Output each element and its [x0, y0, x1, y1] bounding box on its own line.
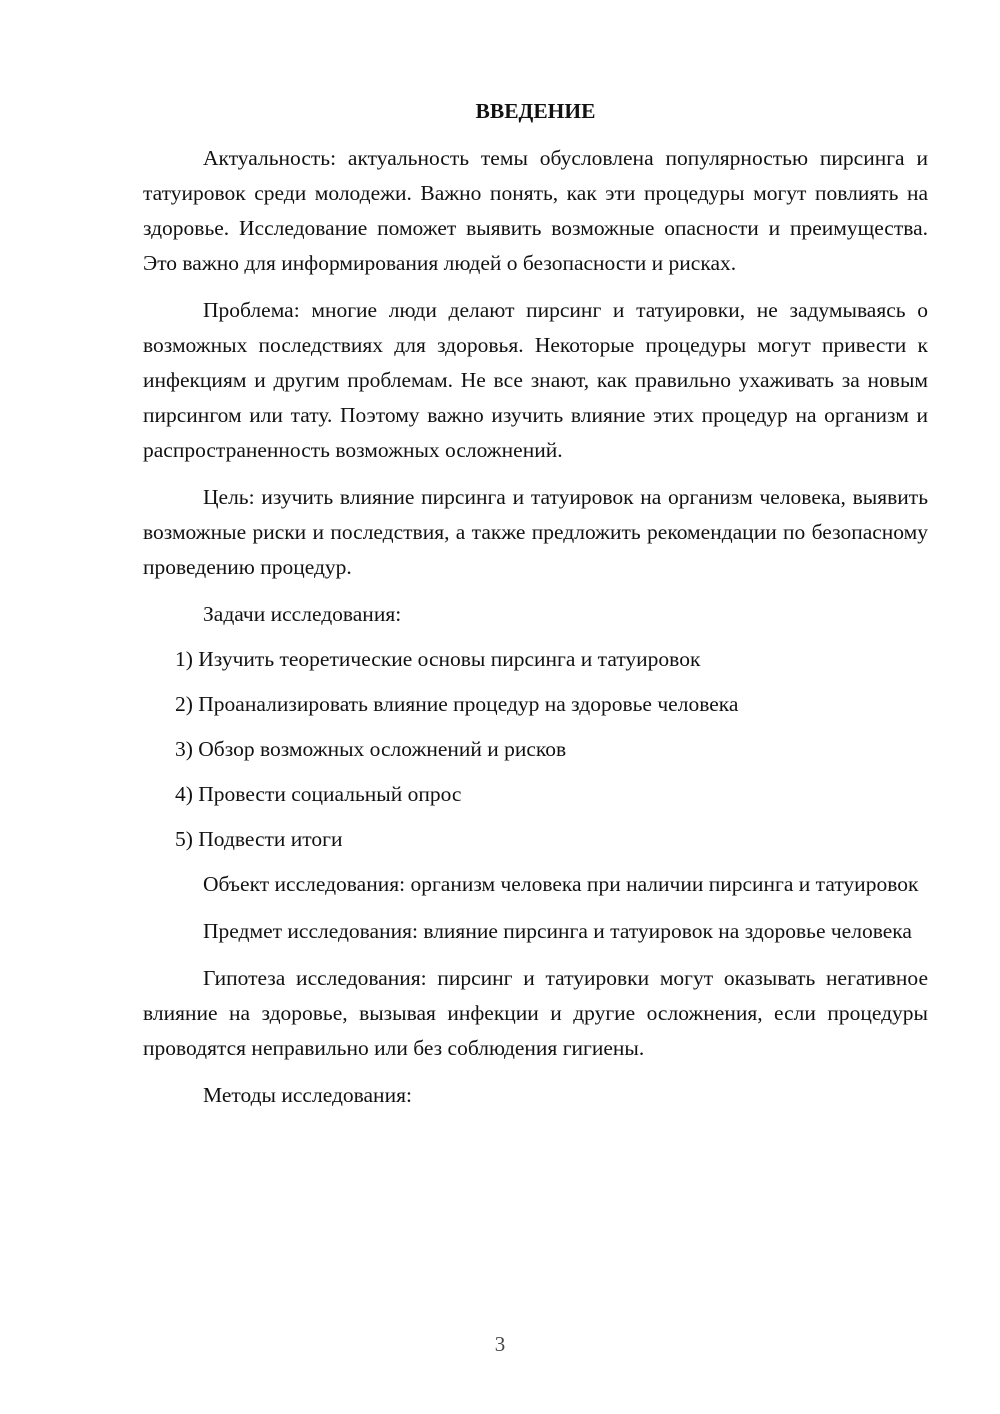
document-page	[143, 95, 928, 1123]
page-number: 3	[494, 1332, 506, 1356]
tasks-list	[143, 642, 928, 857]
hypothesis-paragraph: Гипотеза исследования: пирсинг и татуировки могут оказывать негативное влияние на здоровье, вызывая инфекции и другие осложнения, если процедуры проводятся неправильно или без соблюдения гигиены.	[143, 966, 928, 1060]
object-paragraph: Объект исследования: организм человека при наличии пирсинга и татуировок	[203, 872, 919, 896]
list-item: 1) Изучить теоретические основы пирсинга и татуировок	[175, 647, 701, 671]
subject-paragraph: Предмет исследования: влияние пирсинга и татуировок на здоровье человека	[203, 919, 912, 943]
list-item: 2) Проанализировать влияние процедур на здоровье человека	[175, 692, 739, 716]
goal-paragraph: Цель: изучить влияние пирсинга и татуировок на организм человека, выявить возможные риски и последствия, а также предложить рекомендации по безопасному проведению процедур.	[143, 485, 928, 579]
list-item: 3) Обзор возможных осложнений и рисков	[175, 737, 567, 761]
methods-label: Методы исследования:	[203, 1083, 412, 1107]
page-title: ВВЕДЕНИЕ	[475, 99, 596, 123]
problem-paragraph: Проблема: многие люди делают пирсинг и татуировки, не задумываясь о возможных последствиях для здоровья. Некоторые процедуры могут привести к инфекциям и другим проблемам. Не все знают, как правильно ухаживать за новым пирсингом или тату. Поэтому важно изучить влияние этих процедур на организм и распространенность возможных осложнений.	[143, 298, 928, 462]
list-item: 5) Подвести итоги	[175, 827, 343, 851]
list-item: 4) Провести социальный опрос	[175, 782, 462, 806]
tasks-label: Задачи исследования:	[203, 602, 402, 626]
relevance-paragraph: Актуальность: актуальность темы обусловлена популярностью пирсинга и татуировок среди молодежи. Важно понять, как эти процедуры могут повлиять на здоровье. Исследование поможет выявить возможные опасности и преимущества. Это важно для информирования людей о безопасности и рисках.	[143, 146, 928, 275]
